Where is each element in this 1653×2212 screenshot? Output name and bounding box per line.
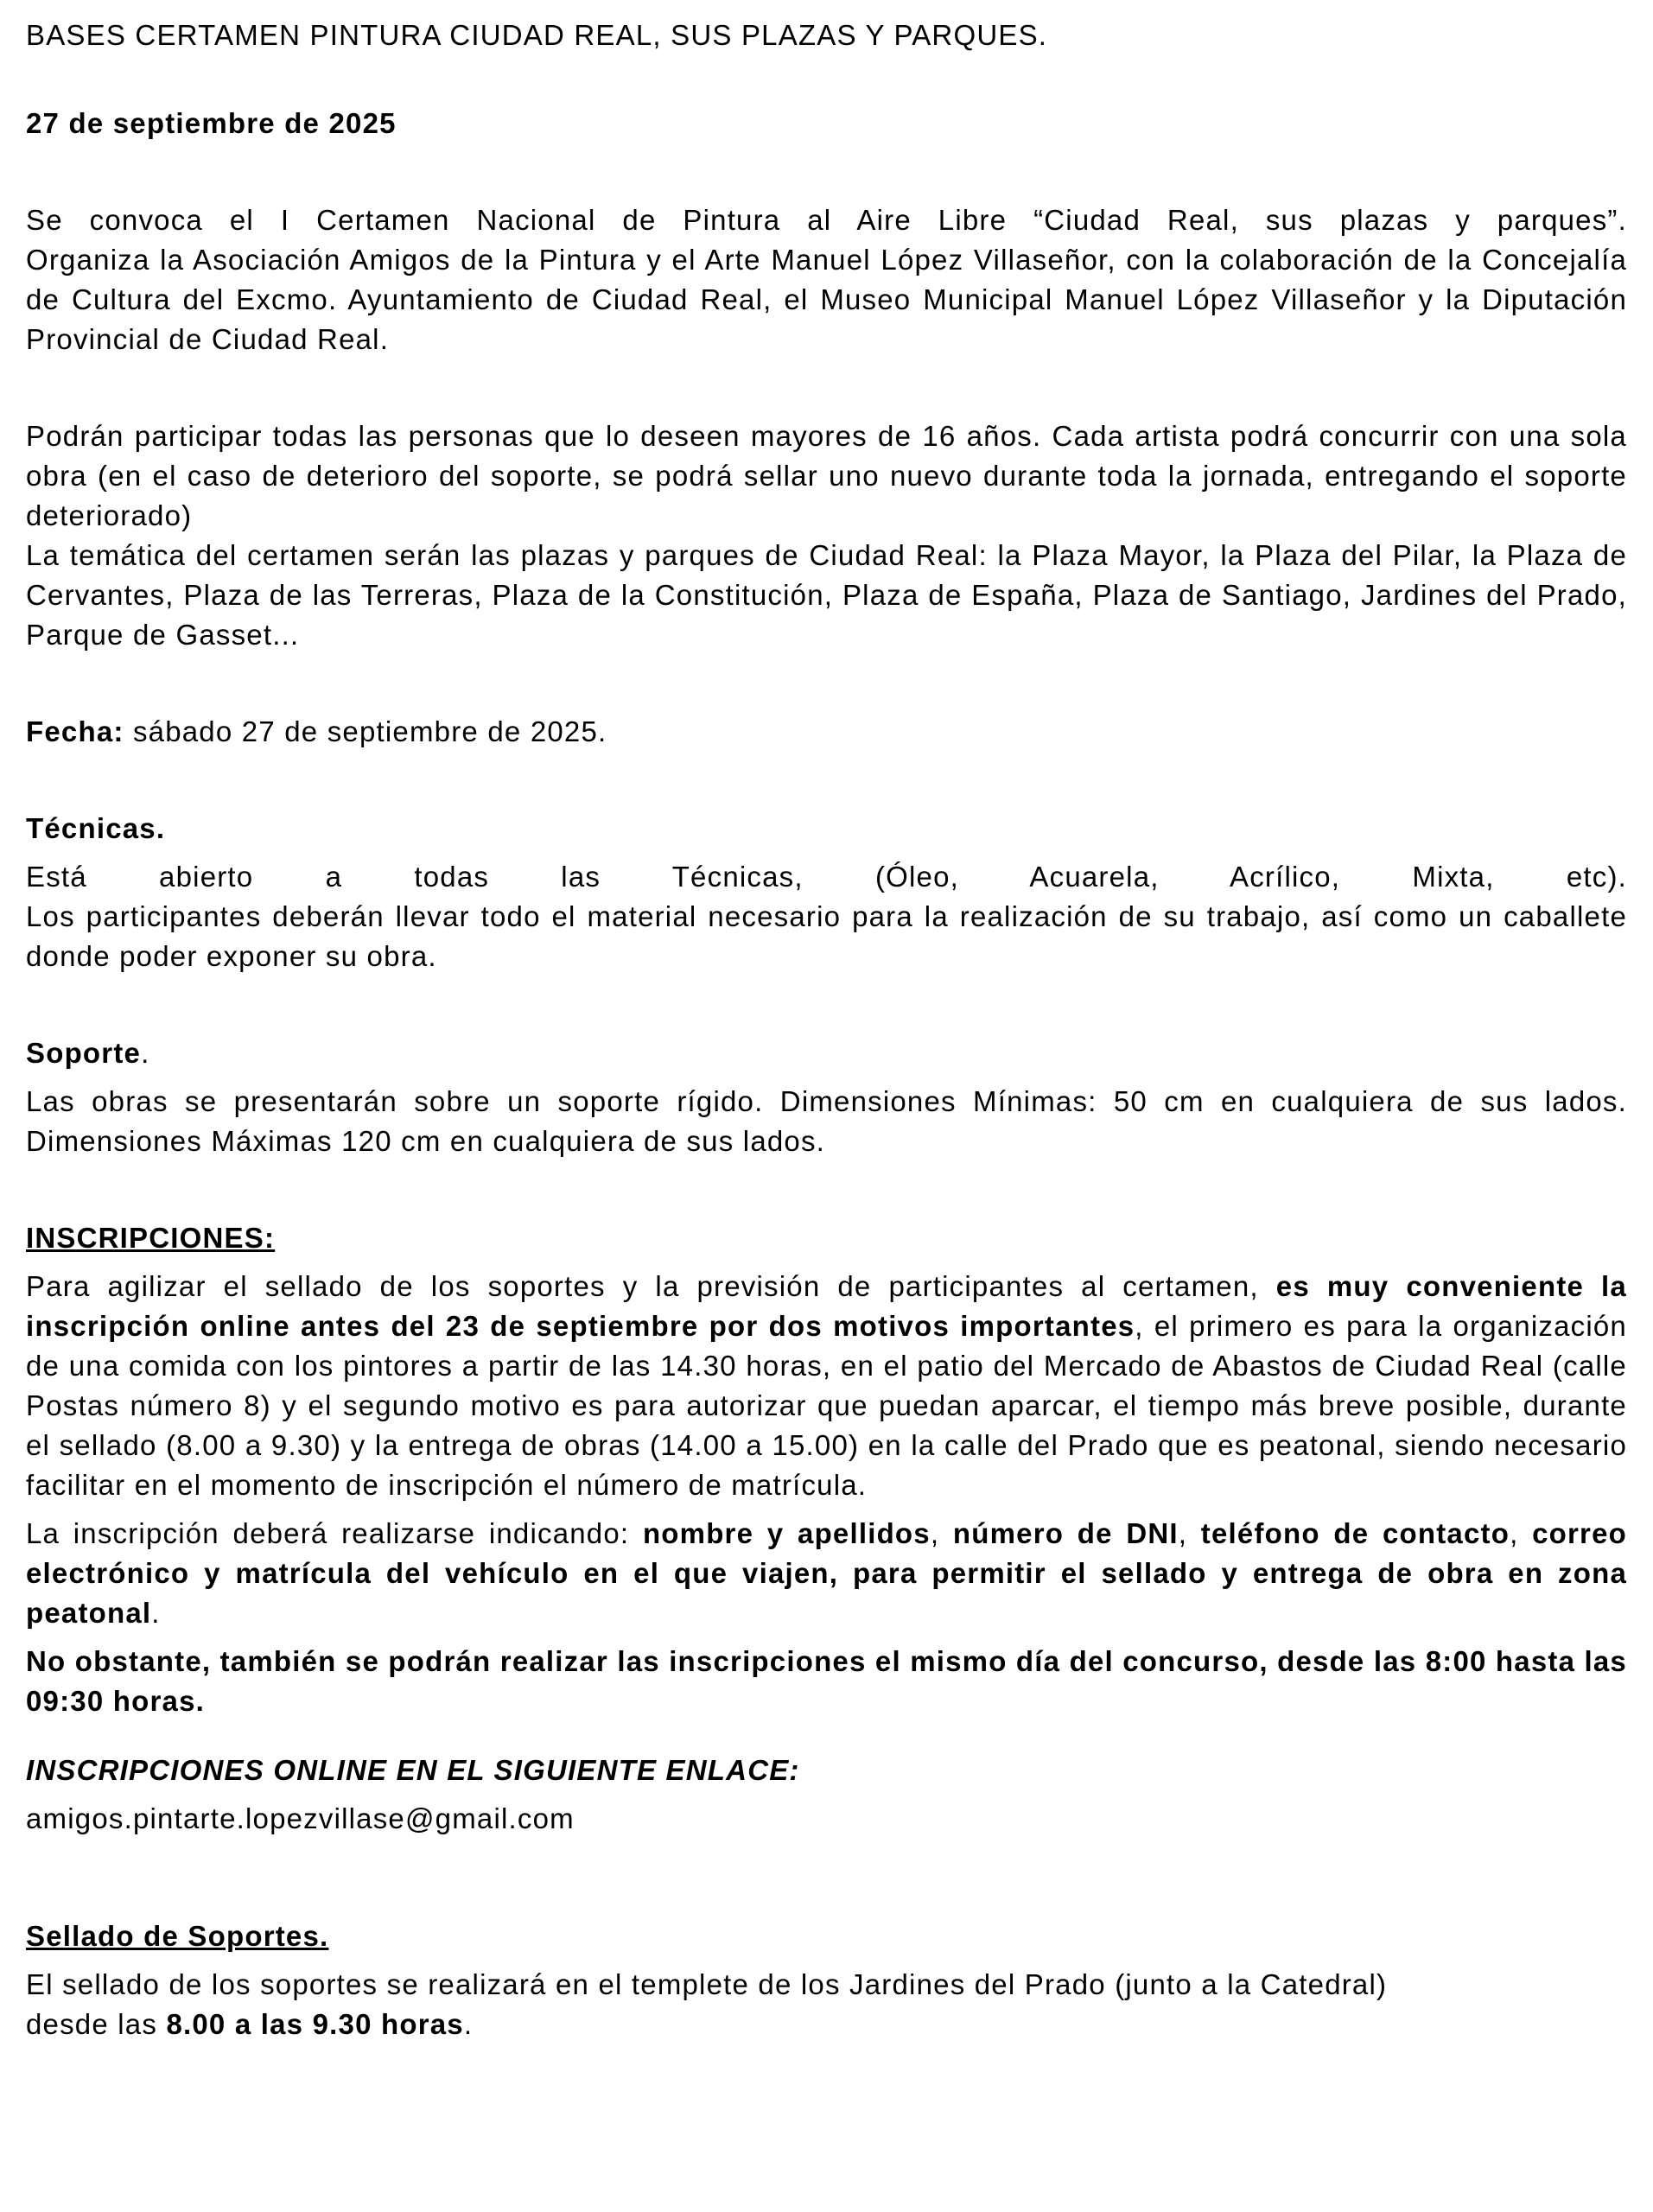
- para-tecnicas-line: [26, 857, 1627, 897]
- text-run: INSCRIPCIONES ONLINE EN EL SIGUIENTE ENLACE:: [26, 1754, 800, 1786]
- doc-title: [26, 16, 1627, 55]
- text-run: Fecha:: [26, 715, 124, 747]
- text-run: 8.00 a las 9.30 horas: [166, 2008, 464, 2040]
- blank-line: [26, 664, 1627, 703]
- text-run: correo electrónico y matrícula del vehículo en el que viajen, para permitir el sellado y entrega de obra en zona peatonal: [26, 1517, 1627, 1629]
- heading-inscripciones: [26, 1218, 1627, 1258]
- date-line: [26, 104, 1627, 143]
- heading-sellado: [26, 1916, 1627, 1956]
- blank-line: [26, 760, 1627, 800]
- text-run: Soporte: [26, 1037, 142, 1069]
- heading-tecnicas: [26, 809, 1627, 849]
- text-run: sábado 27 de septiembre de 2025.: [124, 715, 607, 747]
- text-run: BASES CERTAMEN PINTURA CIUDAD REAL, SUS PLAZAS Y PARQUES.: [26, 19, 1048, 51]
- text-run: .: [463, 2008, 474, 2040]
- para-soporte: [26, 1082, 1627, 1161]
- text-run: La temática del certamen serán las plazas y parques de Ciudad Real: la Plaza Mayor, la Plaza del Pilar, la Plaza de Cervantes, Plaza de las Terreras, Plaza de la Constitución, Plaza de España, Plaza de Santiago, Jardines del Prado, Parque de Gasset...: [26, 539, 1627, 651]
- heading-inscripciones-online: [26, 1751, 1627, 1790]
- para-convocatoria-line: [26, 200, 1627, 240]
- blank-line: [26, 55, 1627, 95]
- para-no-obstante: [26, 1642, 1627, 1721]
- blank-line: [26, 152, 1627, 192]
- text-run: nombre y apellidos: [642, 1517, 931, 1549]
- blank-line: [26, 985, 1627, 1025]
- blank-line: [26, 368, 1627, 408]
- text-run: .: [151, 1597, 161, 1629]
- para-tematica: [26, 536, 1627, 655]
- para-sellado: [26, 1965, 1627, 2044]
- text-run: La inscripción deberá realizarse indicando:: [26, 1517, 643, 1549]
- text-run: Está abierto a todas las Técnicas, (Óleo, Acuarela, Acrílico, Mixta, etc).: [26, 861, 1627, 893]
- text-run: ,: [1178, 1517, 1201, 1549]
- para-tecnicas-body: [26, 897, 1627, 976]
- text-run: teléfono de contacto: [1200, 1517, 1510, 1549]
- text-run: Se convoca el I Certamen Nacional de Pintura al Aire Libre “Ciudad Real, sus plazas y parques”.: [26, 204, 1627, 236]
- text-run: Podrán participar todas las personas que lo deseen mayores de 16 años. Cada artista podrá concurrir con una sola obra (en el caso de deterioro del soporte, se podrá sellar uno nuevo durante toda la jornada, entregando el soporte deteriorado): [26, 420, 1627, 531]
- blank-line: [26, 1730, 1627, 1742]
- text-run: Para agilizar el sellado de los soportes y la previsión de participantes al certamen,: [26, 1270, 1276, 1302]
- email-line: [26, 1799, 1627, 1839]
- text-run: ,: [930, 1517, 953, 1549]
- para-fecha: [26, 712, 1627, 752]
- text-run: , el primero es para la organización de una comida con los pintores a partir de las 14.30 horas, en el patio del Mercado de Abastos de Ciudad Real (calle Postas número 8) y el segundo motivo es para autorizar que puedan aparcar, el tiempo más breve posible, durante el sellado (8.00 a 9.30) y la entrega de obras (14.00 a 15.00) en la calle del Prado que es peatonal, siendo necesario facilitar en el momento de inscripción el número de matrícula.: [26, 1310, 1627, 1501]
- para-participantes: [26, 416, 1627, 536]
- text-run: .: [141, 1037, 150, 1069]
- text-run: Organiza la Asociación Amigos de la Pintura y el Arte Manuel López Villaseñor, con la colaboración de la Concejalía de Cultura del Excmo. Ayuntamiento de Ciudad Real, el Museo Municipal Manuel López Villaseñor y la Diputación Provincial de Ciudad Real.: [26, 244, 1627, 355]
- text-run: es muy conveniente la inscripción online antes del 23 de septiembre por dos motivos importantes: [26, 1270, 1627, 1342]
- text-run: 27 de septiembre de 2025: [26, 107, 397, 139]
- document-body: [26, 16, 1627, 2044]
- heading-soporte: [26, 1033, 1627, 1073]
- text-run: desde las: [26, 2008, 167, 2040]
- text-run: Técnicas.: [26, 812, 166, 844]
- text-run: amigos.pintarte.lopezvillase@gmail.com: [26, 1802, 575, 1834]
- text-run: ,: [1510, 1517, 1533, 1549]
- blank-line: [26, 1847, 1627, 1887]
- blank-line: [26, 1896, 1627, 1908]
- text-run: número de DNI: [952, 1517, 1179, 1549]
- blank-line: [26, 1170, 1627, 1210]
- text-run: No obstante, también se podrán realizar las inscripciones el mismo día del concurso, desde las 8:00 hasta las 09:30 horas.: [26, 1645, 1627, 1717]
- text-run: El sellado de los soportes se realizará en el templete de los Jardines del Prado (junto a la Catedral): [26, 1968, 1388, 2000]
- para-organiza: [26, 240, 1627, 359]
- para-datos-inscripcion: [26, 1514, 1627, 1633]
- text-run: Los participantes deberán llevar todo el material necesario para la realización de su trabajo, así como un caballete donde poder exponer su obra.: [26, 900, 1627, 972]
- para-inscripciones: [26, 1267, 1627, 1505]
- text-run: Sellado de Soportes.: [26, 1920, 329, 1952]
- text-run: Las obras se presentarán sobre un soporte rígido. Dimensiones Mínimas: 50 cm en cualquiera de sus lados. Dimensiones Máximas 120 cm en cualquiera de sus lados.: [26, 1085, 1627, 1157]
- text-run: INSCRIPCIONES:: [26, 1222, 276, 1254]
